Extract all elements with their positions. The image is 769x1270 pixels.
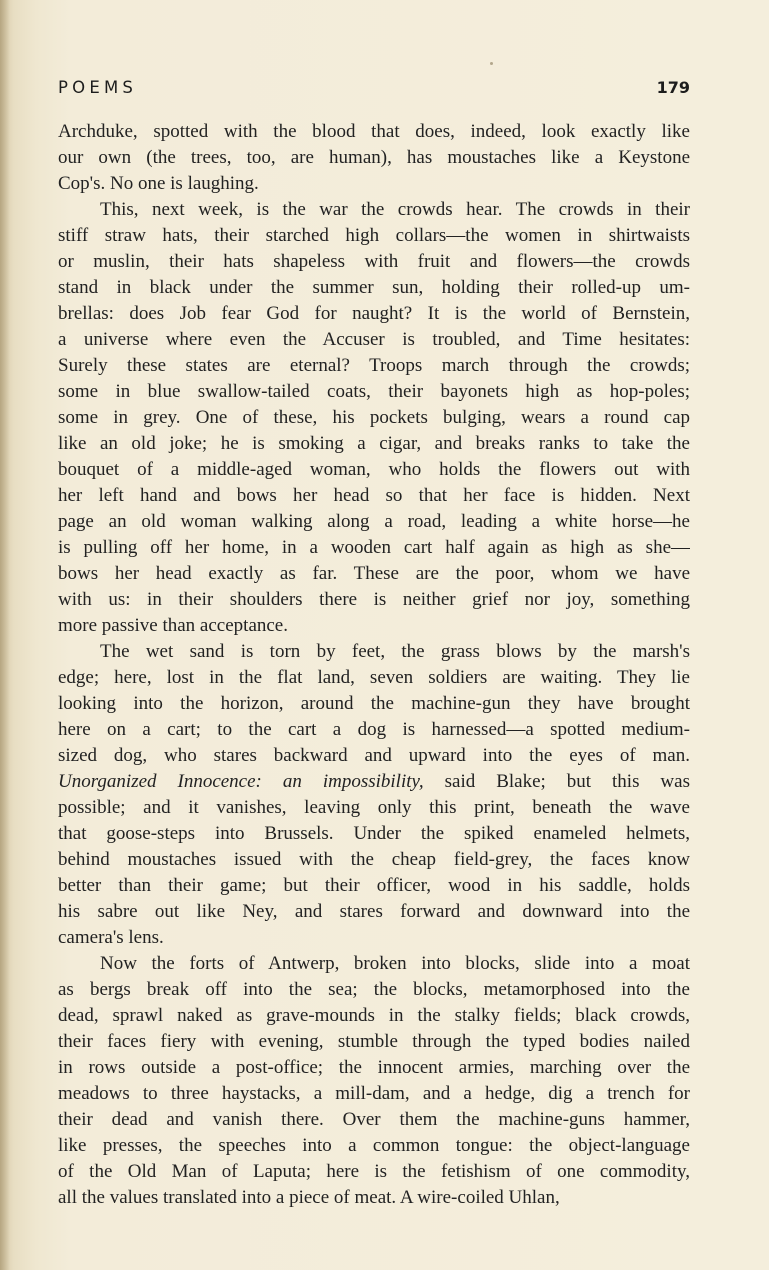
text-line: Archduke, spotted with the blood that does, indeed, look exactly like (58, 121, 690, 142)
running-head-title: POEMS (58, 78, 138, 97)
text-line: all the values translated into a piece of meat. A wire-coiled Uhlan, (58, 1187, 560, 1208)
text-line: possible; and it vanishes, leaving only this print, beneath the wave (58, 797, 690, 818)
page-number: 179 (656, 78, 690, 97)
italic-phrase: Unorganized Innocence: an impossibility, (58, 771, 424, 792)
text-line: bows her head exactly as far. These are the poor, whom we have (58, 563, 690, 584)
text-line: looking into the horizon, around the machine-gun they have brought (58, 693, 690, 714)
text-line: their faces fiery with evening, stumble through the typed bodies nailed (58, 1031, 690, 1052)
text-line: sized dog, who stares backward and upward into the eyes of man. (58, 745, 690, 766)
text-line: our own (the trees, too, are human), has moustaches like a Keystone (58, 147, 690, 168)
text-line: edge; here, lost in the flat land, seven soldiers are waiting. They lie (58, 667, 690, 688)
text-line: here on a cart; to the cart a dog is harnessed—a spotted medium- (58, 719, 690, 740)
text-line: Cop's. No one is laughing. (58, 173, 259, 194)
text-line: some in blue swallow-tailed coats, their bayonets high as hop-poles; (58, 381, 690, 402)
paragraph (58, 639, 690, 951)
paper-speck (490, 62, 493, 65)
paragraph (58, 119, 690, 197)
text-line: more passive than acceptance. (58, 615, 288, 636)
text-line: of the Old Man of Laputa; here is the fetishism of one commodity, (58, 1161, 690, 1182)
text-line: like presses, the speeches into a common tongue: the object-language (58, 1135, 690, 1156)
paragraph (58, 197, 690, 639)
text-line: Unorganized Innocence: an impossibility, said Blake; but this was (58, 771, 690, 792)
spine-shadow (0, 0, 10, 1270)
text-line: meadows to three haystacks, a mill-dam, and a hedge, dig a trench for (58, 1083, 690, 1104)
text-line: dead, sprawl naked as grave-mounds in the stalky fields; black crowds, (58, 1005, 690, 1026)
text-line: in rows outside a post-office; the innocent armies, marching over the (58, 1057, 690, 1078)
text-line: Surely these states are eternal? Troops march through the crowds; (58, 355, 690, 376)
text-line: page an old woman walking along a road, leading a white horse—he (58, 511, 690, 532)
text-line: This, next week, is the war the crowds hear. The crowds in their (100, 199, 690, 220)
text-line: The wet sand is torn by feet, the grass blows by the marsh's (100, 641, 690, 662)
text-line: with us: in their shoulders there is neither grief nor joy, something (58, 589, 690, 610)
text-line: bouquet of a middle-aged woman, who holds the flowers out with (58, 459, 690, 480)
text-line: better than their game; but their officer, wood in his saddle, holds (58, 875, 690, 896)
text-line: his sabre out like Ney, and stares forward and downward into the (58, 901, 690, 922)
text-line: her left hand and bows her head so that her face is hidden. Next (58, 485, 690, 506)
text-line: a universe where even the Accuser is troubled, and Time hesitates: (58, 329, 690, 350)
text-line: as bergs break off into the sea; the blocks, metamorphosed into the (58, 979, 690, 1000)
text-line: behind moustaches issued with the cheap field-grey, the faces know (58, 849, 690, 870)
text-line: stand in black under the summer sun, holding their rolled-up um- (58, 277, 690, 298)
text-line: is pulling off her home, in a wooden cart half again as high as she— (58, 537, 690, 558)
text-line: their dead and vanish there. Over them the machine-guns hammer, (58, 1109, 690, 1130)
text-line: that goose-steps into Brussels. Under the spiked enameled helmets, (58, 823, 690, 844)
body-text (58, 119, 690, 1211)
text-line: or muslin, their hats shapeless with fruit and flowers—the crowds (58, 251, 690, 272)
text-line: brellas: does Job fear God for naught? It is the world of Bernstein, (58, 303, 690, 324)
text-line: stiff straw hats, their starched high collars—the women in shirtwaists (58, 225, 690, 246)
running-head (58, 78, 690, 104)
text-line: camera's lens. (58, 927, 164, 948)
paragraph (58, 951, 690, 1211)
text-line: Now the forts of Antwerp, broken into blocks, slide into a moat (100, 953, 690, 974)
text-line: some in grey. One of these, his pockets bulging, wears a round cap (58, 407, 690, 428)
text-line: like an old joke; he is smoking a cigar, and breaks ranks to take the (58, 433, 690, 454)
